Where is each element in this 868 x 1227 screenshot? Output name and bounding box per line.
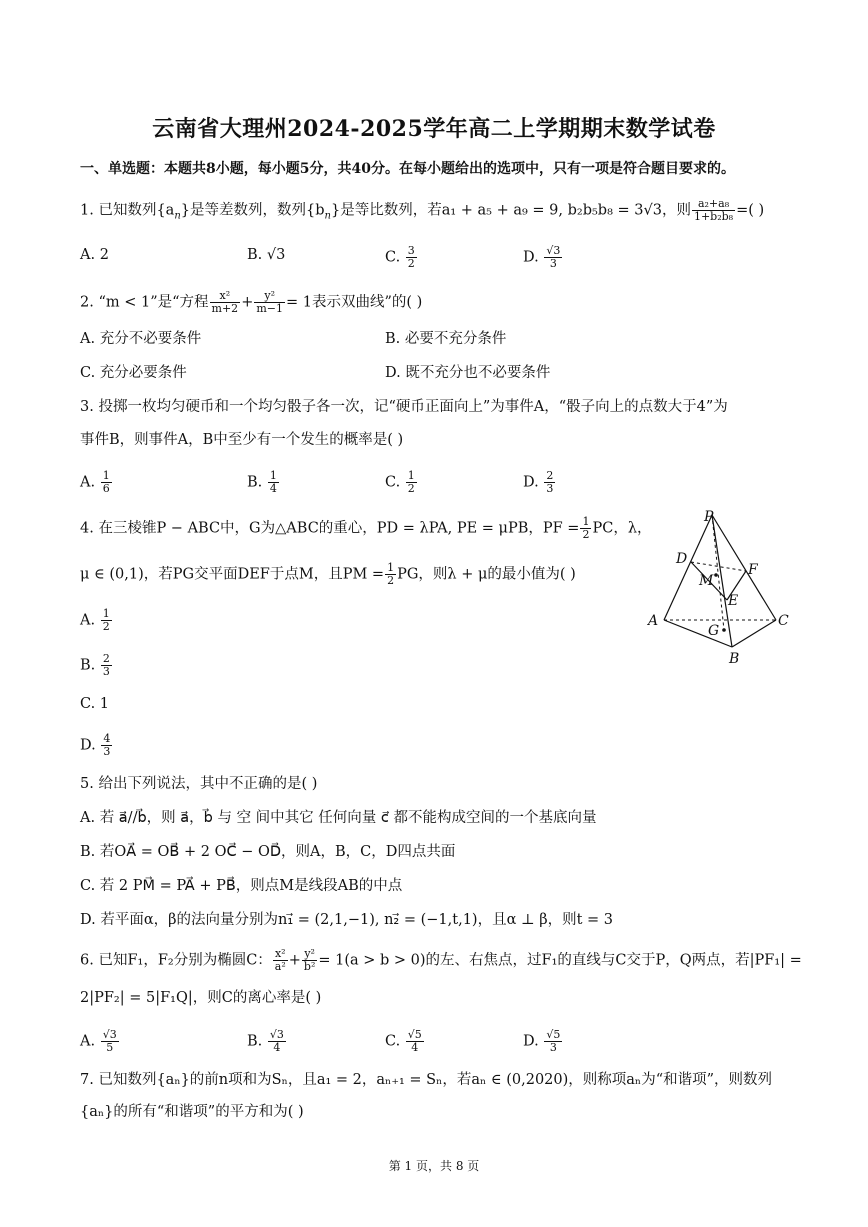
label-m: M xyxy=(699,573,714,589)
q1-option-c: C. $\frac{3}{2}$ xyxy=(385,244,415,270)
label-p: P xyxy=(704,509,714,525)
q6-option-c: C. $\frac{√5}{4}$ xyxy=(385,1028,422,1054)
question-6-line-2: 2|PF₂| = 5|F₁Q|，则C的离心率是( ) xyxy=(80,990,322,1006)
page-title: 云南省大理州2024-2025学年高二上学期期末数学试卷 xyxy=(152,116,716,142)
question-7-line-1: 7. 已知数列{aₙ}的前n项和为Sₙ，且a₁ = 2，aₙ₊₁ = Sₙ，若aₙ ∈ (0,2020)，则称项aₙ为“和谐项”，则数列 xyxy=(80,1072,773,1088)
q1-text-c: }是等比数列，若a₁ + a₅ + a₉ = 9, b₂b₅b₈ = 3√3，则 xyxy=(330,202,691,219)
q6-option-a: A. $\frac{√3}{5}$ xyxy=(80,1028,117,1054)
q6-option-d: D. $\frac{√5}{3}$ xyxy=(523,1028,561,1054)
label-d: D xyxy=(676,551,688,567)
edge-pa xyxy=(664,515,712,620)
q1-option-b: B. √3 xyxy=(247,247,286,263)
q1-text-d: =( ) xyxy=(736,202,765,219)
q2-option-a: A. 充分不必要条件 xyxy=(80,331,202,347)
q2-option-d: D. 既不充分也不必要条件 xyxy=(385,365,551,381)
edge-df-hidden xyxy=(691,562,746,571)
label-f: F xyxy=(748,562,758,578)
label-g: G xyxy=(708,623,720,639)
q1-text-a: 1. 已知数列{a xyxy=(80,202,175,219)
question-1-stem: 1. 已知数列$\{a_n\}$是等差数列，数列$\{b_n\}$是等比数列，若a₁ + a₅ + a₉ = 9, b₂b₅b₈ = 3√3，则 $\frac{\text{a₂+a₈}}{\text{1+b₂b₈}}$ =( ) xyxy=(80,197,765,223)
q4-option-b: B. $\frac{2}{3}$ xyxy=(80,652,110,678)
q5-option-c: C. 若 2 PM⃗ = PA⃗ + PB⃗，则点M是线段AB的中点 xyxy=(80,878,403,894)
q3-option-d: D. $\frac{2}{3}$ xyxy=(523,469,554,495)
label-c: C xyxy=(778,613,789,629)
q1-fraction: $\frac{\text{a₂+a₈}}{\text{1+b₂b₈}}$ xyxy=(693,197,734,223)
q5-option-a: A. 若 a⃗//b⃗，则 a⃗，b⃗ 与 空 间中其它 任何向量 c⃗ 都不能构成空间的一个基底向量 xyxy=(80,810,597,826)
q5-option-b: B. 若OA⃗ = OB⃗ + 2 OC⃗ − OD⃗，则A，B，C，D四点共面 xyxy=(80,844,456,860)
section-heading: 一、单选题：本题共8小题，每小题5分，共40分。在每小题给出的选项中，只有一项是符合题目要求的。 xyxy=(80,161,735,177)
question-2-stem: 2. “m < 1”是“方程 $\frac{\text{x²}}{m+2}$ + $\frac{\text{y²}}{m-1}$ = 1表示双曲线”的( ) xyxy=(80,289,423,315)
label-e: E xyxy=(728,593,739,609)
q2-option-c: C. 充分必要条件 xyxy=(80,365,187,381)
question-3-line-1: 3. 投掷一枚均匀硬币和一个均匀骰子各一次，记“硬币正面向上”为事件A，“骰子向上的点数大于4”为 xyxy=(80,399,728,415)
point-m xyxy=(714,573,718,577)
label-b: B xyxy=(729,651,740,667)
edge-bc xyxy=(732,620,776,647)
q3-option-c: C. $\frac{1}{2}$ xyxy=(385,469,415,495)
question-7-line-2: {aₙ}的所有“和谐项”的平方和为( ) xyxy=(80,1104,304,1120)
question-3-line-2: 事件B，则事件A，B中至少有一个发生的概率是( ) xyxy=(80,432,404,448)
q4-option-c: C. 1 xyxy=(80,696,110,712)
tetrahedron-figure xyxy=(640,505,800,670)
q4-option-a: A. $\frac{1}{2}$ xyxy=(80,607,110,633)
q4-option-d: D. $\frac{4}{3}$ xyxy=(80,732,111,758)
q2-option-b: B. 必要不充分条件 xyxy=(385,331,507,347)
question-4-line-2: μ ∈ (0,1)，若PG交平面DEF于点M，且PM = $\frac{1}{2}$ PG，则λ + μ的最小值为( ) xyxy=(80,561,576,587)
q1-text-b: }是等差数列，数列{b xyxy=(180,202,325,219)
edge-ab xyxy=(664,620,732,647)
q1-option-a: A. 2 xyxy=(80,247,109,263)
q5-option-d: D. 若平面α，β的法向量分别为n₁⃗ = (2,1,−1), n₂⃗ = (−1,t,1)，且α ⊥ β，则t = 3 xyxy=(80,912,614,928)
page-footer: 第 1 页，共 8 页 xyxy=(388,1159,480,1173)
q3-option-b: B. $\frac{1}{4}$ xyxy=(247,469,277,495)
q3-option-a: A. $\frac{1}{6}$ xyxy=(80,469,110,495)
label-a: A xyxy=(648,613,659,629)
point-g xyxy=(722,628,726,632)
q6-option-b: B. $\frac{√3}{4}$ xyxy=(247,1028,284,1054)
question-6-line-1: 6. 已知F₁，F₂分别为椭圆C： $\frac{\text{x²}}{\text{a²}}$ + $\frac{\text{y²}}{\text{b²}}$ = 1(a > b > 0)的左、右焦点，过F₁的直线与C交于P，Q两点，若|PF₁| = xyxy=(80,947,802,973)
question-5-stem: 5. 给出下列说法，其中不正确的是( ) xyxy=(80,776,318,792)
question-4-line-1: 4. 在三棱锥P − ABC中，G为△ABC的重心，PD = λPA, PE = μPB，PF = $\frac{1}{2}$ PC，λ， xyxy=(80,515,652,541)
q1-option-d: D. $\frac{√3}{3}$ xyxy=(523,244,561,270)
